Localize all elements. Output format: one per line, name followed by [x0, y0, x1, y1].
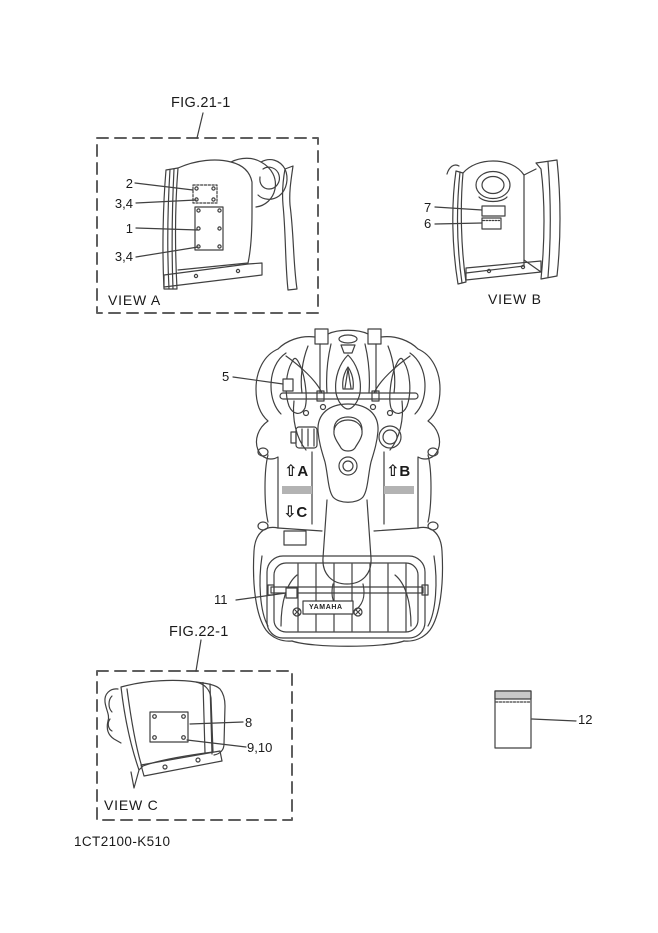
- callout-11: 11: [214, 592, 228, 607]
- direction-arrow-c: [283, 502, 307, 522]
- arrow-b-letter: B: [399, 463, 411, 480]
- callout-5: 5: [222, 369, 230, 384]
- view-c-drawing: [105, 680, 246, 788]
- direction-arrow-a: [284, 461, 308, 481]
- atv-top-view-drawing: [233, 329, 443, 646]
- arrow-c-letter: C: [296, 504, 308, 521]
- callout-9-10: 9,10: [247, 740, 273, 755]
- view-b-drawing: [435, 160, 560, 284]
- callout-12: 12: [578, 712, 593, 727]
- up-arrow-icon: ⇧: [386, 461, 400, 480]
- callout-2: 2: [125, 176, 133, 191]
- callout-8: 8: [245, 715, 253, 730]
- footer-part-code: 1CT2100-K510: [74, 834, 171, 849]
- part-12-drawing: [495, 691, 576, 748]
- callout-1: 1: [125, 221, 133, 236]
- callout-3-4-top: 3,4: [114, 196, 133, 211]
- view-c-title: VIEW C: [104, 797, 159, 813]
- figure-22-label: FIG.22-1: [169, 624, 229, 640]
- figure-21-label: FIG.21-1: [171, 95, 231, 111]
- view-a-title: VIEW A: [108, 292, 162, 308]
- callout-6: 6: [424, 216, 432, 231]
- direction-arrow-b: [386, 461, 410, 481]
- callout-7: 7: [424, 200, 432, 215]
- arrow-a-letter: A: [297, 463, 309, 480]
- down-arrow-icon: ⇩: [283, 502, 297, 521]
- view-a-drawing: [135, 158, 297, 290]
- view-b-title: VIEW B: [488, 291, 542, 307]
- brand-label: YAMAHA: [309, 603, 343, 612]
- callout-3-4-bottom: 3,4: [114, 249, 133, 264]
- up-arrow-icon: ⇧: [284, 461, 298, 480]
